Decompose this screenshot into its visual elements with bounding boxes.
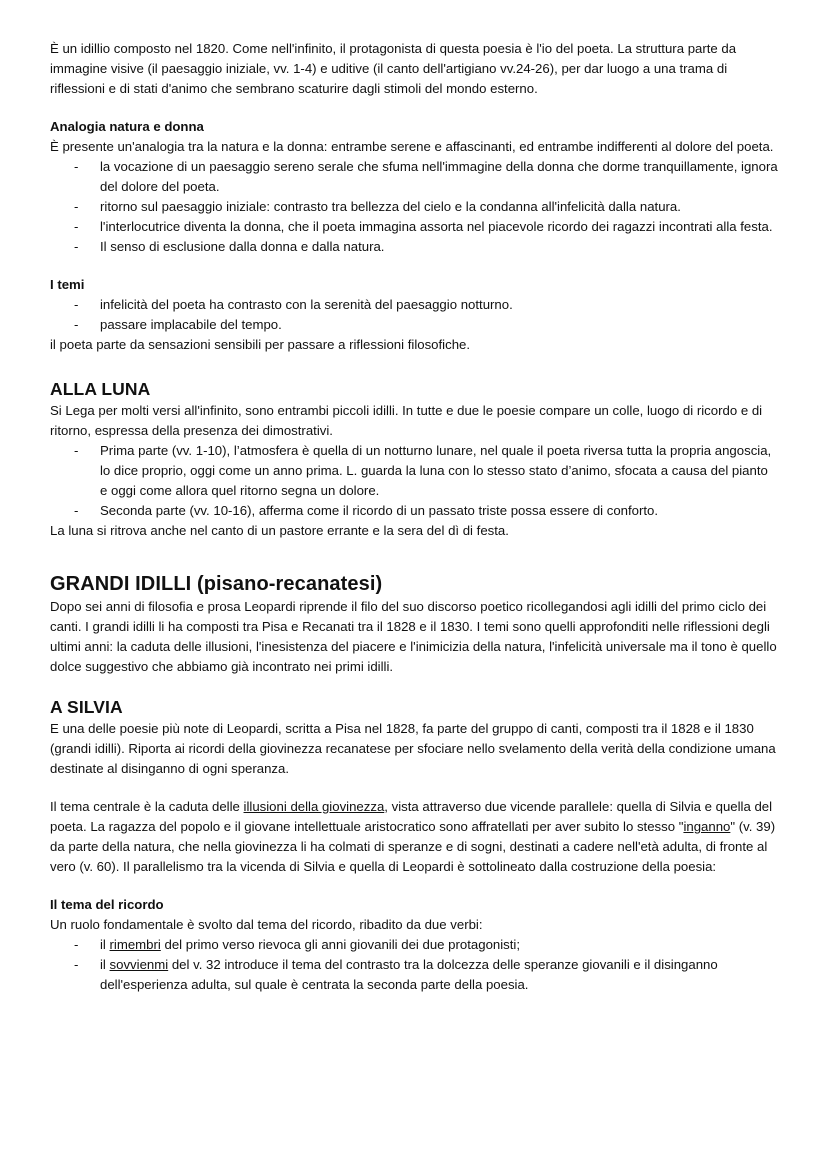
underlined-term: rimembri xyxy=(109,937,161,952)
ricordo-paragraph: Un ruolo fondamentale è svolto dal tema del ricordo, ribadito da due verbi: xyxy=(50,917,483,932)
underlined-term: inganno xyxy=(683,819,731,834)
temi-list xyxy=(50,295,778,335)
analogia-paragraph: È presente un'analogia tra la natura e la donna: entrambe serene e affascinanti, ed entrambe indifferenti al dolore del poeta. xyxy=(50,139,774,154)
ricordo-heading: Il tema del ricordo xyxy=(50,897,164,912)
ricordo-list xyxy=(50,935,778,995)
analogia-list xyxy=(50,157,778,257)
a-silvia-paragraph: E una delle poesie più note di Leopardi, scritta a Pisa nel 1828, fa parte del gruppo di canti, composti tra il 1828 e il 1830 (grandi idilli). Riporta ai ricordi della giovinezza recanatese per sfociare nello svelamento della verità della condizione umana destinate al disinganno di ogni speranza. xyxy=(50,721,776,776)
list-item: - infelicità del poeta ha contrasto con la serenità del paesaggio notturno. xyxy=(50,295,778,315)
list-item: - l'interlocutrice diventa la donna, che il poeta immagina assorta nel piacevole ricordo dei ragazzi incontrati alla festa. xyxy=(50,217,778,237)
temi-heading: I temi xyxy=(50,277,85,292)
intro-paragraph: È un idillio composto nel 1820. Come nell'infinito, il protagonista di questa poesia è l'io del poeta. La struttura parte da immagine visive (il paesaggio iniziale, vv. 1-4) e uditive (il canto dell'artigiano vv.24-26), per dar luogo a una trama di riflessioni e di stati d'animo che sembrano scaturire dagli stimoli del mondo esterno. xyxy=(50,41,737,96)
underlined-term: sovvienmi xyxy=(109,957,169,972)
alla-luna-heading: ALLA LUNA xyxy=(50,379,151,399)
list-item: - passare implacabile del tempo. xyxy=(50,315,778,335)
grandi-idilli-heading: GRANDI IDILLI (pisano-recanatesi) xyxy=(50,573,383,595)
a-silvia-heading: A SILVIA xyxy=(50,697,123,717)
analogia-heading: Analogia natura e donna xyxy=(50,119,204,134)
list-item: - il sovvienmi del v. 32 introduce il tema del contrasto tra la dolcezza delle speranze giovanili e il disinganno dell'esperienza adulta, sul quale è centrata la seconda parte della poesia. xyxy=(50,955,778,995)
a-silvia-tema-paragraph: Il tema centrale è la caduta delle illusioni della giovinezza, vista attraverso due vicende parallele: quella di Silvia e quella del poeta. La ragazza del popolo e il giovane intellettuale aristocratico sono affratellati per aver subito lo stesso "inganno" (v. 39) da parte della natura, che nella giovinezza li ha colmati di speranze e di sogni, destinati a cadere nell'età adulta, di fronte al vero (v. 60). Il parallelismo tra la vicenda di Silvia e quella di Leopardi è sottolineato dalla costruzione della poesia: xyxy=(50,799,776,874)
grandi-idilli-paragraph: Dopo sei anni di filosofia e prosa Leopardi riprende il filo del suo discorso poetico ricollegandosi agli idilli del primo ciclo dei canti. I grandi idilli li ha composti tra Pisa e Recanati tra il 1828 e il 1830. I temi sono quelli approfonditi nelle riflessioni degli ultimi anni: la caduta delle illusioni, l'inesistenza del piacere e l'inimicizia della natura, l'infelicità universale ma il tono è quello dolce suggestivo che abbiamo già incontrato nei primi idilli. xyxy=(50,599,777,674)
list-item: - il rimembri del primo verso rievoca gli anni giovanili dei due protagonisti; xyxy=(50,935,778,955)
temi-after-paragraph: il poeta parte da sensazioni sensibili per passare a riflessioni filosofiche. xyxy=(50,337,471,352)
underlined-term: illusioni della giovinezza xyxy=(243,799,385,814)
alla-luna-list xyxy=(50,441,778,521)
list-item: - la vocazione di un paesaggio sereno serale che sfuma nell'immagine della donna che dorme tranquillamente, ignora del dolore del poeta. xyxy=(50,157,778,197)
alla-luna-paragraph: Si Lega per molti versi all'infinito, sono entrambi piccoli idilli. In tutte e due le poesie compare un colle, luogo di ricordo e di ritorno, espressa della presenza dei dimostrativi. xyxy=(50,403,763,438)
list-item: - Prima parte (vv. 1-10), l’atmosfera è quella di un notturno lunare, nel quale il poeta riversa tutta la propria angoscia, lo dice proprio, oggi come un anno prima. L. guarda la luna con lo stesso stato d’animo, sfocata a causa del pianto e oggi come allora quel ritorno segna un dolore. xyxy=(50,441,778,501)
alla-luna-after-paragraph: La luna si ritrova anche nel canto di un pastore errante e la sera del dì di festa. xyxy=(50,523,509,538)
list-item: - Seconda parte (vv. 10-16), afferma come il ricordo di un passato triste possa essere di conforto. xyxy=(50,501,778,521)
list-item: - ritorno sul paesaggio iniziale: contrasto tra bellezza del cielo e la condanna all'infelicità dalla natura. xyxy=(50,197,778,217)
list-item: - Il senso di esclusione dalla donna e dalla natura. xyxy=(50,237,778,257)
